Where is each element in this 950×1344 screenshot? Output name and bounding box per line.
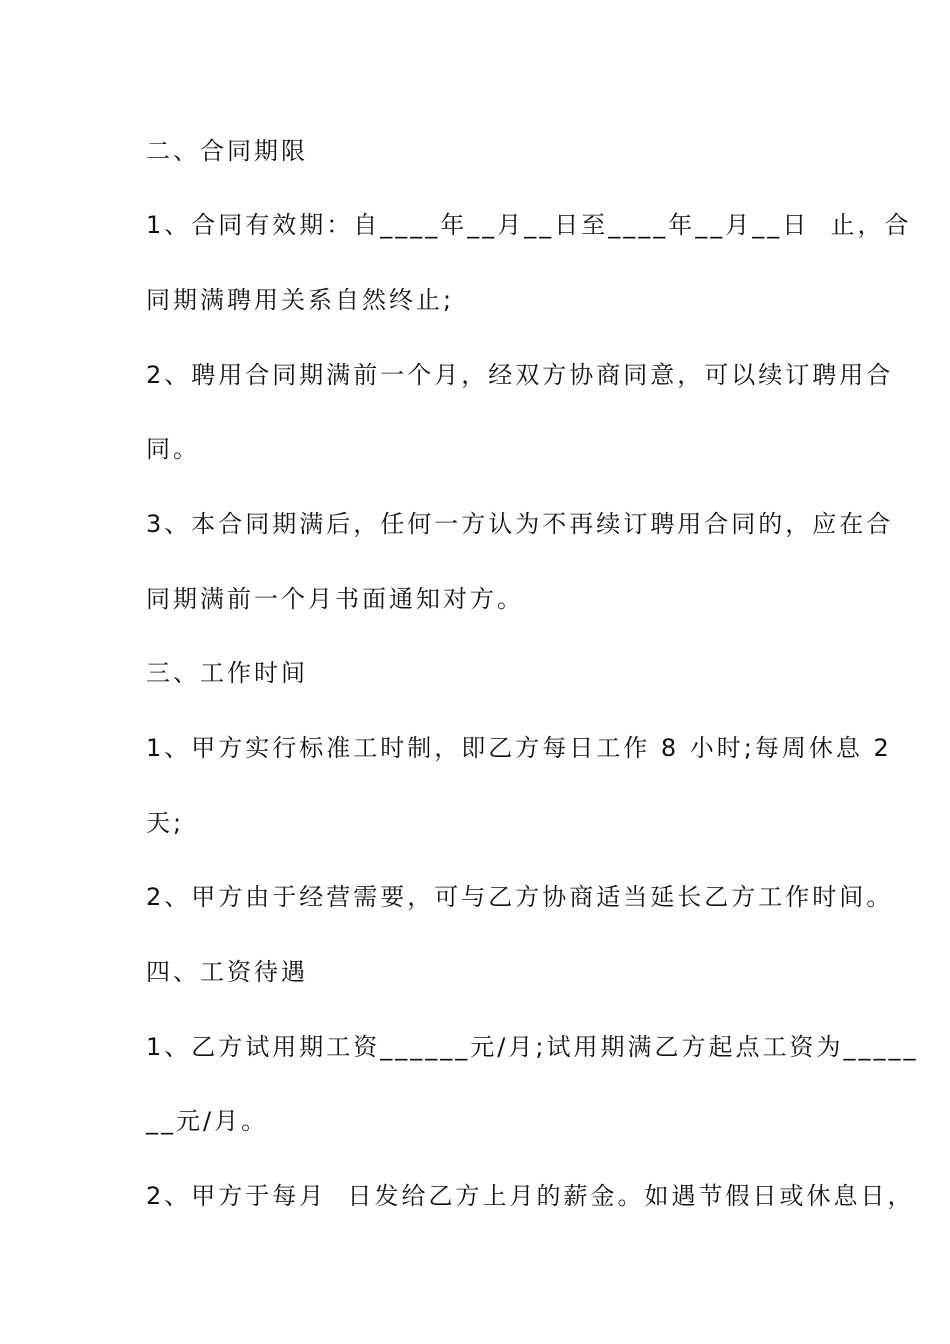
paragraph-line: 1、甲方实行标准工时制，即乙方每日工作 8 小时;每周休息 2 xyxy=(146,734,892,762)
paragraph-line: 同期满聘用关系自然终止; xyxy=(146,286,455,314)
paragraph-line: 1、合同有效期：自____年__月__日至____年__月__日 止，合 xyxy=(146,211,912,239)
paragraph-line: 3、本合同期满后，任何一方认为不再续订聘用合同的，应在合 xyxy=(146,510,894,538)
section-heading-salary: 四、工资待遇 xyxy=(146,958,308,986)
paragraph-line: 同。 xyxy=(146,435,200,463)
paragraph-line: 2、甲方由于经营需要，可与乙方协商适当延长乙方工作时间。 xyxy=(146,883,894,911)
paragraph-line: 1、乙方试用期工资______元/月;试用期满乙方起点工资为_____ xyxy=(146,1033,919,1061)
paragraph-line: 2、甲方于每月 日发给乙方上月的薪金。如遇节假日或休息日， xyxy=(146,1182,915,1210)
paragraph-line: __元/月。 xyxy=(146,1107,269,1135)
paragraph-line: 同期满前一个月书面通知对方。 xyxy=(146,585,524,613)
paragraph-line: 2、聘用合同期满前一个月，经双方协商同意，可以续订聘用合 xyxy=(146,361,894,389)
section-heading-contract-term: 二、合同期限 xyxy=(146,137,308,165)
section-heading-working-hours: 三、工作时间 xyxy=(146,659,308,687)
paragraph-line: 天; xyxy=(146,809,185,837)
